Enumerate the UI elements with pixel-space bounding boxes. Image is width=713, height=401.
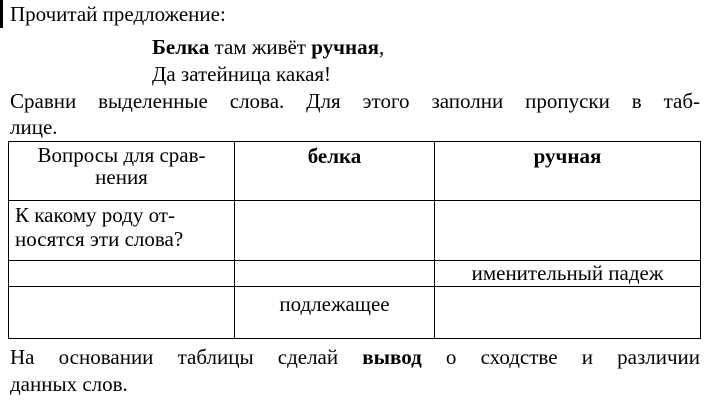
answer-cell-belka-gender[interactable] [235,201,435,261]
poem-line-1-comma: , [378,35,385,59]
conclusion-after: о сходстве и различии [421,345,700,369]
question-gender-line-2: носятся эти слова? [15,227,184,251]
question-gender [9,201,235,261]
conclusion-line-1 [10,345,700,369]
poem-line-2: Да затейница какая! [152,62,332,86]
poem-line-1-middle: там живёт [209,35,312,59]
answer-cell-belka-case[interactable] [235,261,435,287]
question-cell-empty[interactable] [9,261,235,287]
header-questions-line-1: Вопросы для срав- [37,143,206,167]
question-gender-line-1: К какому роду от- [15,203,175,227]
header-ruchnaya: ручная [435,142,701,201]
highlighted-word-belka: Белка [152,35,210,59]
table-header-row [9,142,701,201]
answer-cell-ruchnaya-case: именительный падеж [435,261,701,287]
answer-cell-ruchnaya-role[interactable] [435,287,701,339]
poem-line-1 [152,35,384,59]
table-row [9,201,701,261]
instruction-text: Прочитай предложение: [10,2,226,26]
header-questions-line-2: нения [95,165,148,189]
table-row [9,287,701,339]
task-text-line-2: лице. [10,115,58,139]
conclusion-before: На основании таблицы сделай [10,345,363,369]
table-row [9,261,701,287]
answer-cell-ruchnaya-gender[interactable] [435,201,701,261]
header-questions [9,142,235,201]
highlighted-word-ruchnaya: ручная [311,35,379,59]
comparison-table [8,141,701,339]
task-text-line-1: Сравни выделенные слова. Для этого заполни пропуски в таб- [10,89,700,113]
conclusion-bold-word: вывод [362,345,422,369]
margin-bar [0,0,3,28]
header-belka: белка [235,142,435,201]
answer-cell-belka-role: подлежащее [235,287,435,339]
conclusion-line-2: данных слов. [10,372,128,396]
question-cell-empty[interactable] [9,287,235,339]
